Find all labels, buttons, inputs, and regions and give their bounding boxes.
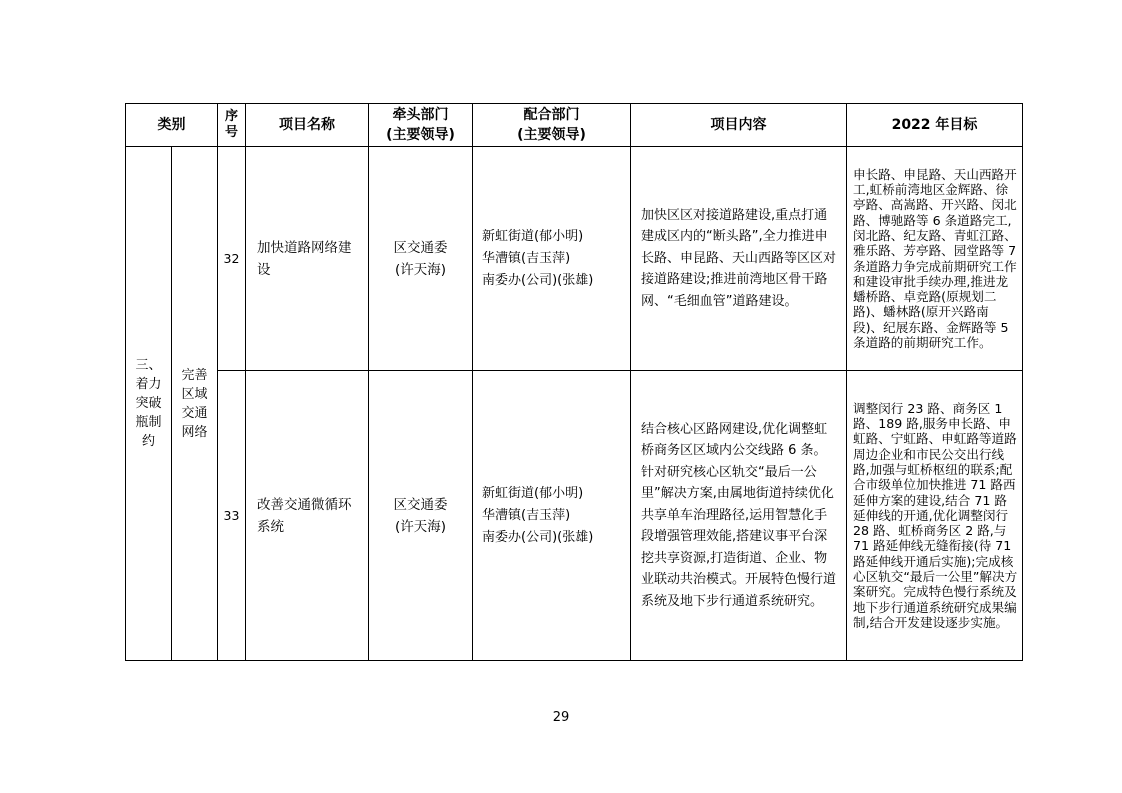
coop-dept-item: 南委办(公司)(张雄) [482,529,594,545]
row-target: 调整闵行 23 路、商务区 1 路、189 路,服务申长路、申虹路、宁虹路、申虹路等道路周边企业和市民公交出行线路,加强与虹桥枢纽的联系;配合市级单位加快推进 71 路西延伸方案的建设,结合 71 路延伸线的开通,优化调整闵行 28 路、虹桥商务区 2 路,与 71 路延伸线无缝衔接(待 71 路延伸线开通后实施);完成核心区轨交“最后一公里”解决方案研究。完成特色慢行系统及地下步行通道系统研究成果编制,结合开发建设逐步实施。 [847,371,1023,661]
row-content: 结合核心区路网建设,优化调整虹桥商务区区域内公交线路 6 条。针对研究核心区轨交“最后一公里”解决方案,由属地街道持续优化共享单车治理路径,运用智慧化手段增强管理效能,搭建议事平台深挖共享资源,打造街道、企业、物业联动共治模式。开展特色慢行道系统及地下步行通道系统研究。 [631,371,847,661]
coop-dept-item: 新虹街道(郁小明) [482,485,584,501]
row-coop-dept [473,147,631,371]
page-number: 29 [552,710,570,725]
header-lead-dept-line2: (主要领导) [386,127,455,143]
coop-dept-item: 华漕镇(吉玉萍) [482,250,571,266]
category-sub-text: 完善区域交通网络 [181,367,208,440]
header-category: 类别 [126,104,218,147]
table-row [126,147,1023,371]
category-main-cell [126,147,172,661]
header-coop-dept-line1: 配合部门 [523,107,580,123]
row-content: 加快区区对接道路建设,重点打通建成区内的“断头路”,全力推进申长路、申昆路、天山西路等区区对接道路建设;推进前湾地区骨干路网、“毛细血管”道路建设。 [631,147,847,371]
category-main-text: 三、着力突破瓶制约 [135,358,162,449]
header-coop-dept [473,104,631,147]
coop-dept-item: 南委办(公司)(张雄) [482,272,594,288]
row-seq: 32 [218,147,246,371]
row-lead-dept [369,371,473,661]
header-seq [218,104,246,147]
header-lead-dept [369,104,473,147]
lead-dept-leader: (许天海) [394,261,447,278]
lead-dept-name: 区交通委 [393,239,448,256]
row-seq: 33 [218,371,246,661]
row-target: 申长路、申昆路、天山西路开工,虹桥前湾地区金辉路、徐亭路、高嵩路、开兴路、闵北路、博驰路等 6 条道路完工,闵北路、纪友路、青虹江路、雅乐路、芳亭路、园堂路等 7 条道路力争完成前期研究工作和建设审批手续办理,推进龙蟠桥路、卓竞路(原规划二路)、蟠林路(原开兴路南段)、纪展东路、金辉路等 5 条道路的前期研究工作。 [847,147,1023,371]
header-lead-dept-line1: 牵头部门 [392,107,449,123]
coop-dept-item: 华漕镇(吉玉萍) [482,507,571,523]
row-lead-dept [369,147,473,371]
row-project-name: 加快道路网络建设 [246,147,369,371]
coop-dept-item: 新虹街道(郁小明) [482,228,584,244]
header-content: 项目内容 [631,104,847,147]
header-coop-dept-line2: (主要领导) [517,127,586,143]
lead-dept-name: 区交通委 [393,496,448,513]
row-project-name: 改善交通微循环系统 [246,371,369,661]
header-row [126,104,1023,147]
row-coop-dept [473,371,631,661]
header-project-name: 项目名称 [246,104,369,147]
lead-dept-leader: (许天海) [394,518,447,535]
header-target: 2022 年目标 [847,104,1023,147]
project-table [125,103,1023,661]
header-seq-text: 序号 [224,109,238,140]
table-row [126,371,1023,661]
category-sub-cell [172,147,218,661]
